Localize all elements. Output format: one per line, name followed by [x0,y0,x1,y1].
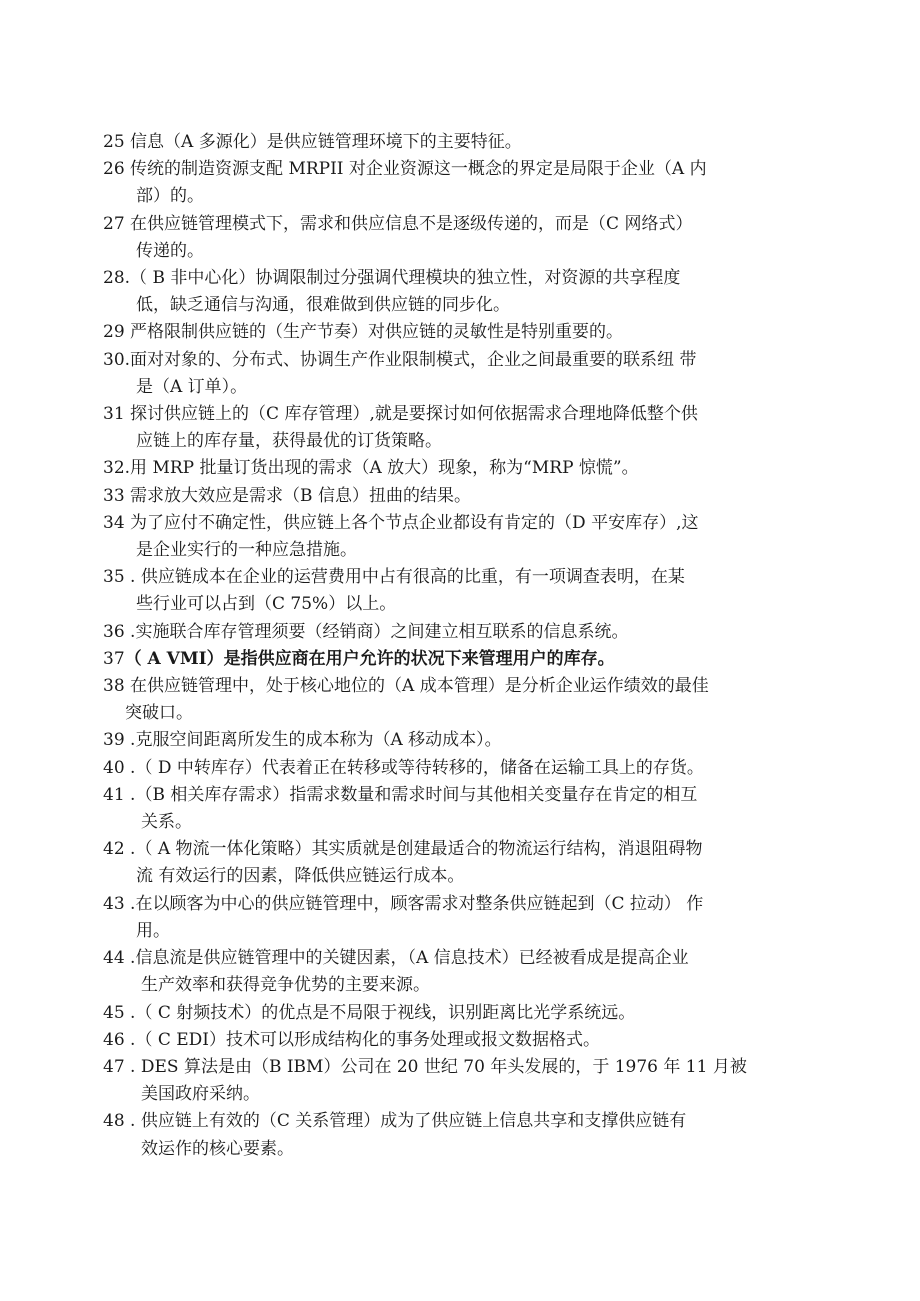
question-text: .实施联合库存管理须要（经销商）之间建立相互联系的信息系统。 [130,621,629,642]
question-number: 44 [103,948,125,969]
question-text: .克服空间距离所发生的成本称为（A 移动成本）。 [130,730,502,751]
question-number: 25 [103,132,125,152]
question-text-continued: 生产效率和获得竞争优势的主要来源。 [141,975,430,996]
question-item [103,673,815,727]
question-text: .（ A 物流一体化策略）其实质就是创建最适合的物流运行结构，消退阻碍物 [130,839,703,860]
question-number: 33 [103,485,125,506]
question-number: 34 [103,512,125,533]
question-item [103,755,815,782]
question-text-continued: 关系。 [141,812,192,833]
question-number: 40 [103,757,125,778]
question-text: . 供应链上有效的（C 关系管理）成为了供应链上信息共享和支撑供应链有 [130,1111,687,1132]
question-item [103,401,815,455]
question-number: 30. [103,349,131,370]
question-text: .在以顾客为中心的供应链管理中，顾客需求对整条供应链起到（C 拉动） 作 [130,893,704,914]
question-item [103,1027,815,1054]
question-text-continued: 是企业实行的一种应急措施。 [136,540,357,561]
question-item [103,1108,815,1162]
question-item [103,1000,815,1027]
question-text: .（ C 射频技术）的优点是不局限于视线，识别距离比光学系统远。 [130,1002,636,1023]
question-text: 传统的制造资源支配 MRPII 对企业资源这一概念的界定是局限于企业（A 内 [130,159,707,180]
question-item [103,727,815,754]
question-text-continued: 低，缺乏通信与沟通，很难做到供应链的同步化。 [136,295,510,316]
question-text: 为了应付不确定性，供应链上各个节点企业都设有肯定的（D 平安库存）,这 [130,512,699,533]
question-number: 36 [103,621,125,642]
question-number: 45 [103,1002,125,1023]
question-number: 47 [103,1056,125,1077]
question-number: 27 [103,213,125,234]
question-text: .（B 相关库存需求）指需求数量和需求时间与其他相关变量存在肯定的相互 [130,784,698,805]
question-item [103,347,815,401]
question-number: 28. [103,268,131,289]
question-number: 48 [103,1111,125,1132]
question-text-continued: 流 有效运行的因素，降低供应链运行成本。 [136,866,465,887]
question-text: 用 MRP 批量订货出现的需求（A 放大）现象，称为“MRP 惊慌”。 [130,458,639,479]
question-text-continued: 些行业可以占到（C 75%）以上。 [136,594,397,615]
question-item [103,1054,815,1108]
question-item [103,211,815,265]
question-item [103,646,815,673]
question-text: （ A VMI）是指供应商在用户允许的状况下来管理用户的库存。 [124,648,615,669]
question-item [103,455,815,482]
question-text-continued: 用。 [136,920,170,941]
question-text: 信息（A 多源化）是供应链管理环境下的主要特征。 [130,132,522,152]
question-text: . DES 算法是由（B IBM）公司在 20 世纪 70 年头发展的，于 1976 年 11 月被 [130,1056,747,1077]
question-text: 探讨供应链上的（C 库存管理）,就是要探讨如何依据需求合理地降低整个供 [130,404,698,425]
question-item [103,156,815,210]
question-text-continued: 是（A 订单）。 [136,376,248,397]
question-item [103,891,815,945]
question-text-continued: 部）的。 [136,186,204,207]
question-item [103,619,815,646]
question-text: .（ C EDI）技术可以形成结构化的事务处理或报文数据格式。 [130,1029,601,1050]
question-text-continued: 突破口。 [125,703,193,724]
question-number: 46 [103,1029,125,1050]
question-text: 在供应链管理中，处于核心地位的（A 成本管理）是分析企业运作绩效的最佳 [130,676,709,697]
question-number: 39 [103,730,125,751]
question-item [103,510,815,564]
question-text-continued: 效运作的核心要素。 [141,1138,294,1159]
question-text: .（ D 中转库存）代表着正在转移或等待转移的，储备在运输工具上的存货。 [130,757,704,778]
question-text: 面对对象的、分布式、协调生产作业限制模式，企业之间最重要的联系纽 带 [130,349,697,370]
question-number: 41 [103,784,125,805]
question-text: （ B 非中心化）协调限制过分强调代理模块的独立性，对资源的共享程度 [130,268,681,289]
question-number: 32. [103,458,131,479]
question-text: 严格限制供应链的（生产节奏）对供应链的灵敏性是特别重要的。 [130,322,624,343]
question-number: 31 [103,404,125,425]
question-item [103,483,815,510]
question-item [103,782,815,836]
question-text-continued: 应链上的库存量，获得最优的订货策略。 [136,431,442,452]
question-number: 37 [103,648,125,669]
question-item [103,836,815,890]
question-item [103,945,815,999]
question-text: 在供应链管理模式下，需求和供应信息不是逐级传递的，而是（C 网络式） [130,213,693,234]
question-text: 需求放大效应是需求（B 信息）扭曲的结果。 [130,485,471,506]
question-text-continued: 美国政府采纳。 [141,1084,260,1105]
question-number: 38 [103,676,125,697]
question-number: 29 [103,322,125,343]
question-number: 26 [103,159,125,180]
question-item [103,129,815,156]
question-number: 35 [103,567,125,588]
question-list [103,129,815,1163]
question-item [103,265,815,319]
question-number: 43 [103,893,125,914]
question-text: .信息流是供应链管理中的关键因素，（A 信息技术）已经被看成是提高企业 [130,948,689,969]
question-number: 42 [103,839,125,860]
question-text: . 供应链成本在企业的运营费用中占有很高的比重，有一项调查表明，在某 [130,567,685,588]
question-item [103,564,815,618]
question-item [103,319,815,346]
question-text-continued: 传递的。 [136,240,204,261]
